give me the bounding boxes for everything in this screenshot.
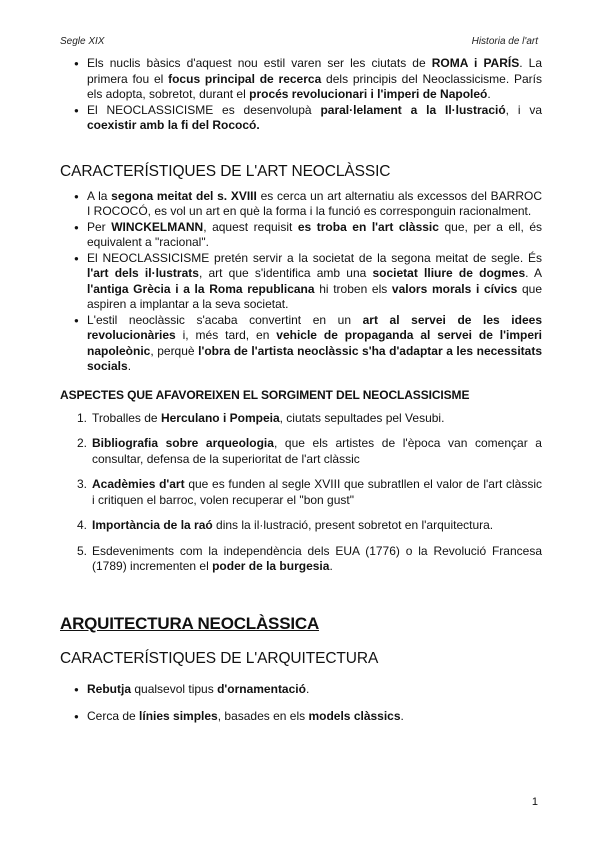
document-body	[60, 56, 542, 737]
bold-text: WINCKELMANN	[111, 219, 204, 234]
text-run: .	[305, 681, 310, 696]
text-run: que aspiren a implantar a la seva societat.	[87, 281, 542, 311]
numbered-item	[60, 544, 542, 575]
numbered-item	[60, 411, 542, 427]
text-run: Troballes de	[92, 410, 161, 425]
item-number: 5.	[77, 543, 88, 558]
bold-text: segona meitat del s. XVIII	[111, 188, 257, 203]
bold-text: focus principal de recerca	[168, 71, 322, 86]
text-run: i, més tard, en	[175, 328, 277, 342]
text-run: , aquest requisit	[203, 219, 298, 234]
text-run: , perquè	[150, 343, 199, 358]
art-characteristics-list	[60, 189, 542, 375]
bold-text: procés revolucionari i l'imperi de Napoleó	[249, 87, 488, 101]
text-run: que, per a ell, és equivalent a "racional".	[87, 219, 542, 249]
header-left: Segle XIX	[60, 36, 105, 47]
text-run: , i va	[505, 102, 543, 117]
item-number: 3.	[77, 477, 88, 491]
item-number: 2.	[77, 436, 88, 450]
bullet-item	[60, 682, 542, 698]
bullet-item	[60, 103, 542, 134]
text-run: es cerca un art alternatiu als excessos del BARROC I ROCOCÓ, es vol un art en què la forma i la funció es corresponguin racionalment.	[87, 188, 542, 218]
text-run: , basades en els	[217, 709, 309, 723]
item-number: 4.	[77, 518, 88, 532]
text-run: Esdeveniments com la independència dels EUA (1776) o la Revolució Francesa (1789) incrementen el	[92, 543, 542, 573]
numbered-item	[60, 436, 542, 467]
text-run: dels principis del Neoclassicisme. París els adopta, sobretot, durant el	[87, 71, 542, 101]
bold-text: l'antiga Grècia i a la Roma republicana	[87, 281, 315, 296]
header-right: Historia de l'art	[471, 36, 538, 47]
bold-text: ROMA i PARÍS	[431, 56, 520, 70]
text-run: que es funden al segle XVIII que subratllen el valor de l'art clàssic i critiquen el barroc, volen recuperar el "bon gust"	[92, 477, 542, 507]
bold-text: Importància de la raó	[92, 518, 213, 532]
bold-text: l'obra de l'artista neoclàssic s'ha d'adaptar a les necessitats socials	[87, 343, 542, 373]
section-heading-architecture-characteristics: CARACTERÍSTIQUES DE L'ARQUITECTURA	[60, 649, 379, 667]
bold-text: línies simples	[139, 709, 218, 723]
text-run: , ciutats sepultades pel Vesubi.	[279, 410, 445, 425]
bold-text: vehicle de propaganda al servei de l'imperi napoleònic	[87, 328, 542, 358]
bold-text: l'art dels il·lustrats	[87, 266, 199, 280]
text-run: . A	[525, 266, 542, 280]
page-number: 1	[531, 796, 538, 808]
bullet-item	[60, 189, 542, 220]
architecture-characteristics-list	[60, 682, 542, 725]
bold-text: paral·lelament a la Il·lustració	[320, 102, 506, 117]
favoring-aspects-list	[60, 411, 542, 575]
bold-text: art al servei de les idees revolucionàries	[87, 312, 542, 342]
section-heading-favoring-aspects: ASPECTES QUE AFAVOREIXEN EL SORGIMENT DEL NEOCLASSICISME	[60, 387, 470, 402]
text-run: .	[127, 359, 132, 373]
bold-text: Acadèmies d'art	[92, 477, 185, 491]
text-run: . La primera fou el	[87, 56, 543, 86]
bullet-item	[60, 709, 542, 725]
text-run: .	[400, 709, 404, 723]
numbered-item	[60, 518, 542, 534]
item-number: 1.	[77, 410, 88, 425]
bullet-item	[60, 251, 542, 313]
section-heading-art-characteristics: CARACTERÍSTIQUES DE L'ART NEOCLÀSSIC	[60, 162, 391, 180]
text-run: , art que s'identifica amb una	[198, 266, 373, 280]
text-run: dins la il·lustració, present sobretot en l'arquitectura.	[212, 518, 494, 532]
text-run: Per	[87, 219, 112, 234]
text-run: L'estil neoclàssic s'acaba convertint en un	[87, 312, 363, 327]
bold-text: Bibliografia sobre arqueologia	[92, 436, 274, 450]
text-run: El NEOCLASSICISME es desenvolupà	[87, 102, 321, 117]
bold-text: models clàssics	[308, 709, 401, 723]
bold-text: es troba en l'art clàssic	[297, 219, 439, 234]
text-run: Cerca de	[87, 709, 140, 723]
text-run: .	[487, 87, 491, 101]
bold-text: coexistir amb la fi del Rococó.	[87, 118, 260, 132]
bold-text: poder de la burgesia	[212, 559, 330, 573]
bold-text: valors morals i cívics	[391, 281, 518, 296]
bold-text: Herculano i Pompeia	[160, 410, 280, 425]
chapter-title-architecture: ARQUITECTURA NEOCLÀSSICA	[60, 613, 320, 633]
numbered-item	[60, 477, 542, 508]
bold-text: societat lliure de dogmes	[372, 266, 526, 280]
text-run: Els nuclis bàsics d'aquest nou estil varen ser les ciutats de	[87, 56, 432, 70]
text-run: qualsevol tipus	[131, 681, 218, 696]
text-run: hi troben els	[314, 281, 392, 296]
text-run: A la	[87, 188, 112, 203]
text-run: .	[329, 559, 333, 573]
bullet-item	[60, 313, 542, 375]
text-run: , que els artistes de l'època van començar a consultar, defensa de la superioritat de l'art clàssic	[92, 436, 542, 466]
bullet-item	[60, 56, 542, 103]
bold-text: Rebutja	[87, 681, 132, 696]
bullet-item	[60, 220, 542, 251]
bold-text: d'ornamentació	[217, 681, 306, 696]
text-run: El NEOCLASSICISME pretén servir a la societat de la segona meitat de segle. És	[87, 250, 542, 265]
intro-bullet-list	[60, 56, 542, 134]
